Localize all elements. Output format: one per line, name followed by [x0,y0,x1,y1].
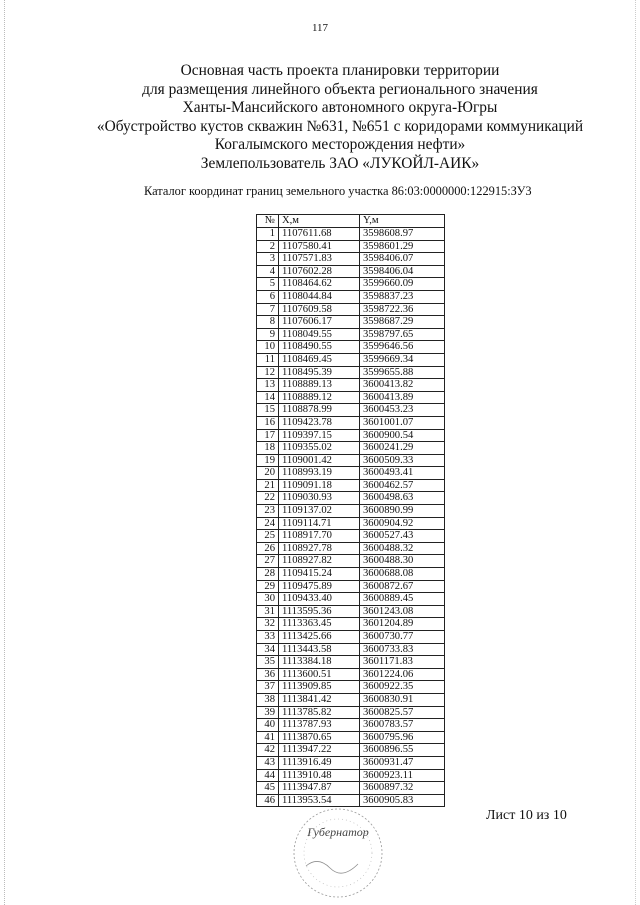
title-line: «Обустройство кустов скважин №631, №651 с коридорами коммуникаций [96,117,584,135]
cell-x: 1108993.19 [279,467,360,480]
cell-x: 1108049.55 [279,328,360,341]
table-row [257,656,445,669]
table-row [257,316,445,329]
cell-y: 3600413.82 [360,379,445,392]
cell-number: 25 [257,530,279,543]
sheet-label: Лист 10 из 10 [486,808,567,823]
cell-x: 1108469.45 [279,353,360,366]
header-number: № [257,215,279,228]
cell-number: 46 [257,794,279,807]
cell-x: 1109355.02 [279,442,360,455]
cell-y: 3601171.83 [360,656,445,669]
table-row [257,668,445,681]
cell-y: 3600890.99 [360,505,445,518]
header-y: Y,м [360,215,445,228]
cell-y: 3598837.23 [360,290,445,303]
cell-x: 1113870.65 [279,731,360,744]
cell-x: 1113595.36 [279,605,360,618]
cell-number: 11 [257,353,279,366]
cell-x: 1109001.42 [279,454,360,467]
cell-y: 3600498.63 [360,492,445,505]
cell-number: 23 [257,505,279,518]
table-row [257,618,445,631]
table-row [257,568,445,581]
cell-x: 1113947.87 [279,782,360,795]
cell-y: 3600493.41 [360,467,445,480]
cell-x: 1109475.89 [279,580,360,593]
cell-number: 35 [257,656,279,669]
cell-x: 1108490.55 [279,341,360,354]
table-row [257,253,445,266]
cell-number: 6 [257,290,279,303]
cell-y: 3600931.47 [360,756,445,769]
cell-y: 3600872.67 [360,580,445,593]
table-row [257,379,445,392]
table-row [257,479,445,492]
table-row [257,580,445,593]
table-row [257,643,445,656]
cell-number: 21 [257,479,279,492]
title-line: Ханты-Мансийского автономного округа-Югры [182,99,498,117]
cell-y: 3600241.29 [360,442,445,455]
table-row [257,416,445,429]
cell-x: 1109397.15 [279,429,360,442]
cell-x: 1109091.18 [279,479,360,492]
cell-x: 1109415.24 [279,568,360,581]
cell-x: 1109423.78 [279,416,360,429]
scan-edge-left [4,0,6,905]
table-row [257,769,445,782]
cell-x: 1108927.82 [279,555,360,568]
cell-y: 3600688.08 [360,568,445,581]
table-row [257,429,445,442]
cell-x: 1113384.18 [279,656,360,669]
cell-number: 13 [257,379,279,392]
cell-y: 3600783.57 [360,719,445,732]
cell-number: 45 [257,782,279,795]
cell-y: 3598406.07 [360,253,445,266]
cell-number: 40 [257,719,279,732]
cell-x: 1113841.42 [279,693,360,706]
cell-y: 3600889.45 [360,593,445,606]
table-row [257,366,445,379]
cell-y: 3601243.08 [360,605,445,618]
cell-x: 1109030.93 [279,492,360,505]
cell-x: 1109137.02 [279,505,360,518]
cell-y: 3600905.83 [360,794,445,807]
cell-x: 1108044.84 [279,290,360,303]
table-row [257,505,445,518]
table-row [257,530,445,543]
header-x: X,м [279,215,360,228]
cell-x: 1113600.51 [279,668,360,681]
page-number: 117 [311,22,329,34]
cell-y: 3599669.34 [360,353,445,366]
document-title [50,62,630,174]
signature-scribble [306,861,358,873]
cell-number: 4 [257,265,279,278]
cell-y: 3598687.29 [360,316,445,329]
table-row [257,593,445,606]
cell-number: 24 [257,517,279,530]
cell-x: 1107609.58 [279,303,360,316]
cell-number: 34 [257,643,279,656]
cell-number: 17 [257,429,279,442]
cell-number: 20 [257,467,279,480]
table-row [257,290,445,303]
cell-number: 2 [257,240,279,253]
cell-y: 3600413.89 [360,391,445,404]
cell-x: 1113910.48 [279,769,360,782]
cell-x: 1113785.82 [279,706,360,719]
cell-y: 3598722.36 [360,303,445,316]
cell-y: 3600733.83 [360,643,445,656]
cell-y: 3598406.04 [360,265,445,278]
cell-x: 1108889.13 [279,379,360,392]
cell-number: 16 [257,416,279,429]
cell-y: 3600904.92 [360,517,445,530]
table-row [257,492,445,505]
cell-number: 36 [257,668,279,681]
scan-edge-right [635,0,637,905]
table-row [257,605,445,618]
cell-y: 3598797.65 [360,328,445,341]
table-row [257,681,445,694]
cell-number: 39 [257,706,279,719]
cell-x: 1108878.99 [279,404,360,417]
cell-number: 18 [257,442,279,455]
cell-number: 22 [257,492,279,505]
cell-number: 31 [257,605,279,618]
cell-y: 3598601.29 [360,240,445,253]
cell-y: 3601224.06 [360,668,445,681]
cell-y: 3600527.43 [360,530,445,543]
table-row [257,555,445,568]
table-row [257,744,445,757]
cell-number: 1 [257,228,279,241]
table-row [257,756,445,769]
cell-y: 3600730.77 [360,631,445,644]
table-body [257,228,445,807]
table-row [257,341,445,354]
cell-x: 1113443.58 [279,643,360,656]
cell-y: 3600795.96 [360,731,445,744]
cell-y: 3599660.09 [360,278,445,291]
table-row [257,631,445,644]
cell-number: 38 [257,693,279,706]
cell-x: 1108889.12 [279,391,360,404]
cell-x: 1113425.66 [279,631,360,644]
table-row [257,278,445,291]
cell-y: 3600509.33 [360,454,445,467]
cell-number: 26 [257,542,279,555]
coordinates-table [256,214,445,807]
table-row [257,542,445,555]
table-row [257,706,445,719]
cell-y: 3600830.91 [360,693,445,706]
table-header-row [257,215,445,228]
table-row [257,442,445,455]
cell-number: 41 [257,731,279,744]
cell-x: 1109433.40 [279,593,360,606]
cell-x: 1108495.39 [279,366,360,379]
cell-x: 1108464.62 [279,278,360,291]
cell-y: 3600488.30 [360,555,445,568]
cell-number: 14 [257,391,279,404]
cell-y: 3598608.97 [360,228,445,241]
cell-y: 3600897.32 [360,782,445,795]
cell-y: 3600922.35 [360,681,445,694]
cell-number: 32 [257,618,279,631]
cell-number: 12 [257,366,279,379]
cell-number: 33 [257,631,279,644]
cell-y: 3600923.11 [360,769,445,782]
table-row [257,303,445,316]
table-row [257,782,445,795]
cell-x: 1113909.85 [279,681,360,694]
table-row [257,467,445,480]
cell-number: 10 [257,341,279,354]
cell-x: 1113916.49 [279,756,360,769]
cell-x: 1113947.22 [279,744,360,757]
cell-y: 3600900.54 [360,429,445,442]
catalog-caption: Каталог координат границ земельного участка 86:03:0000000:122915:ЗУ3 [144,184,532,198]
cell-number: 29 [257,580,279,593]
cell-x: 1108927.78 [279,542,360,555]
cell-x: 1109114.71 [279,517,360,530]
table-row [257,240,445,253]
cell-y: 3599655.88 [360,366,445,379]
cell-x: 1107571.83 [279,253,360,266]
table-row [257,228,445,241]
cell-number: 44 [257,769,279,782]
cell-x: 1113787.93 [279,719,360,732]
cell-y: 3600488.32 [360,542,445,555]
cell-number: 37 [257,681,279,694]
round-stamp [288,806,388,900]
cell-y: 3599646.56 [360,341,445,354]
cell-y: 3600453.23 [360,404,445,417]
table-row [257,794,445,807]
cell-x: 1113953.54 [279,794,360,807]
table-row [257,404,445,417]
cell-x: 1107602.28 [279,265,360,278]
title-line: Основная часть проекта планировки территории [180,62,500,79]
table-row [257,693,445,706]
cell-y: 3601204.89 [360,618,445,631]
cell-number: 28 [257,568,279,581]
cell-y: 3600825.57 [360,706,445,719]
table-row [257,517,445,530]
cell-number: 3 [257,253,279,266]
cell-number: 30 [257,593,279,606]
cell-y: 3601001.07 [360,416,445,429]
table-row [257,265,445,278]
table-row [257,353,445,366]
title-line: для размещения линейного объекта регионального значения [142,80,538,98]
cell-y: 3600462.57 [360,479,445,492]
title-line: Когалымского месторождения нефти» [214,136,466,154]
cell-number: 7 [257,303,279,316]
cell-y: 3600896.55 [360,744,445,757]
cell-x: 1108917.70 [279,530,360,543]
cell-x: 1107580.41 [279,240,360,253]
table-row [257,719,445,732]
stamp-text: Губернатор [307,825,369,839]
cell-number: 19 [257,454,279,467]
table-row [257,731,445,744]
cell-number: 8 [257,316,279,329]
cell-number: 27 [257,555,279,568]
table-row [257,391,445,404]
table-row [257,328,445,341]
cell-number: 9 [257,328,279,341]
cell-number: 42 [257,744,279,757]
title-line: Землепользователь ЗАО «ЛУКОЙЛ-АИК» [200,154,480,172]
cell-number: 15 [257,404,279,417]
cell-number: 5 [257,278,279,291]
cell-x: 1113363.45 [279,618,360,631]
cell-number: 43 [257,756,279,769]
table-row [257,454,445,467]
cell-x: 1107606.17 [279,316,360,329]
cell-x: 1107611.68 [279,228,360,241]
